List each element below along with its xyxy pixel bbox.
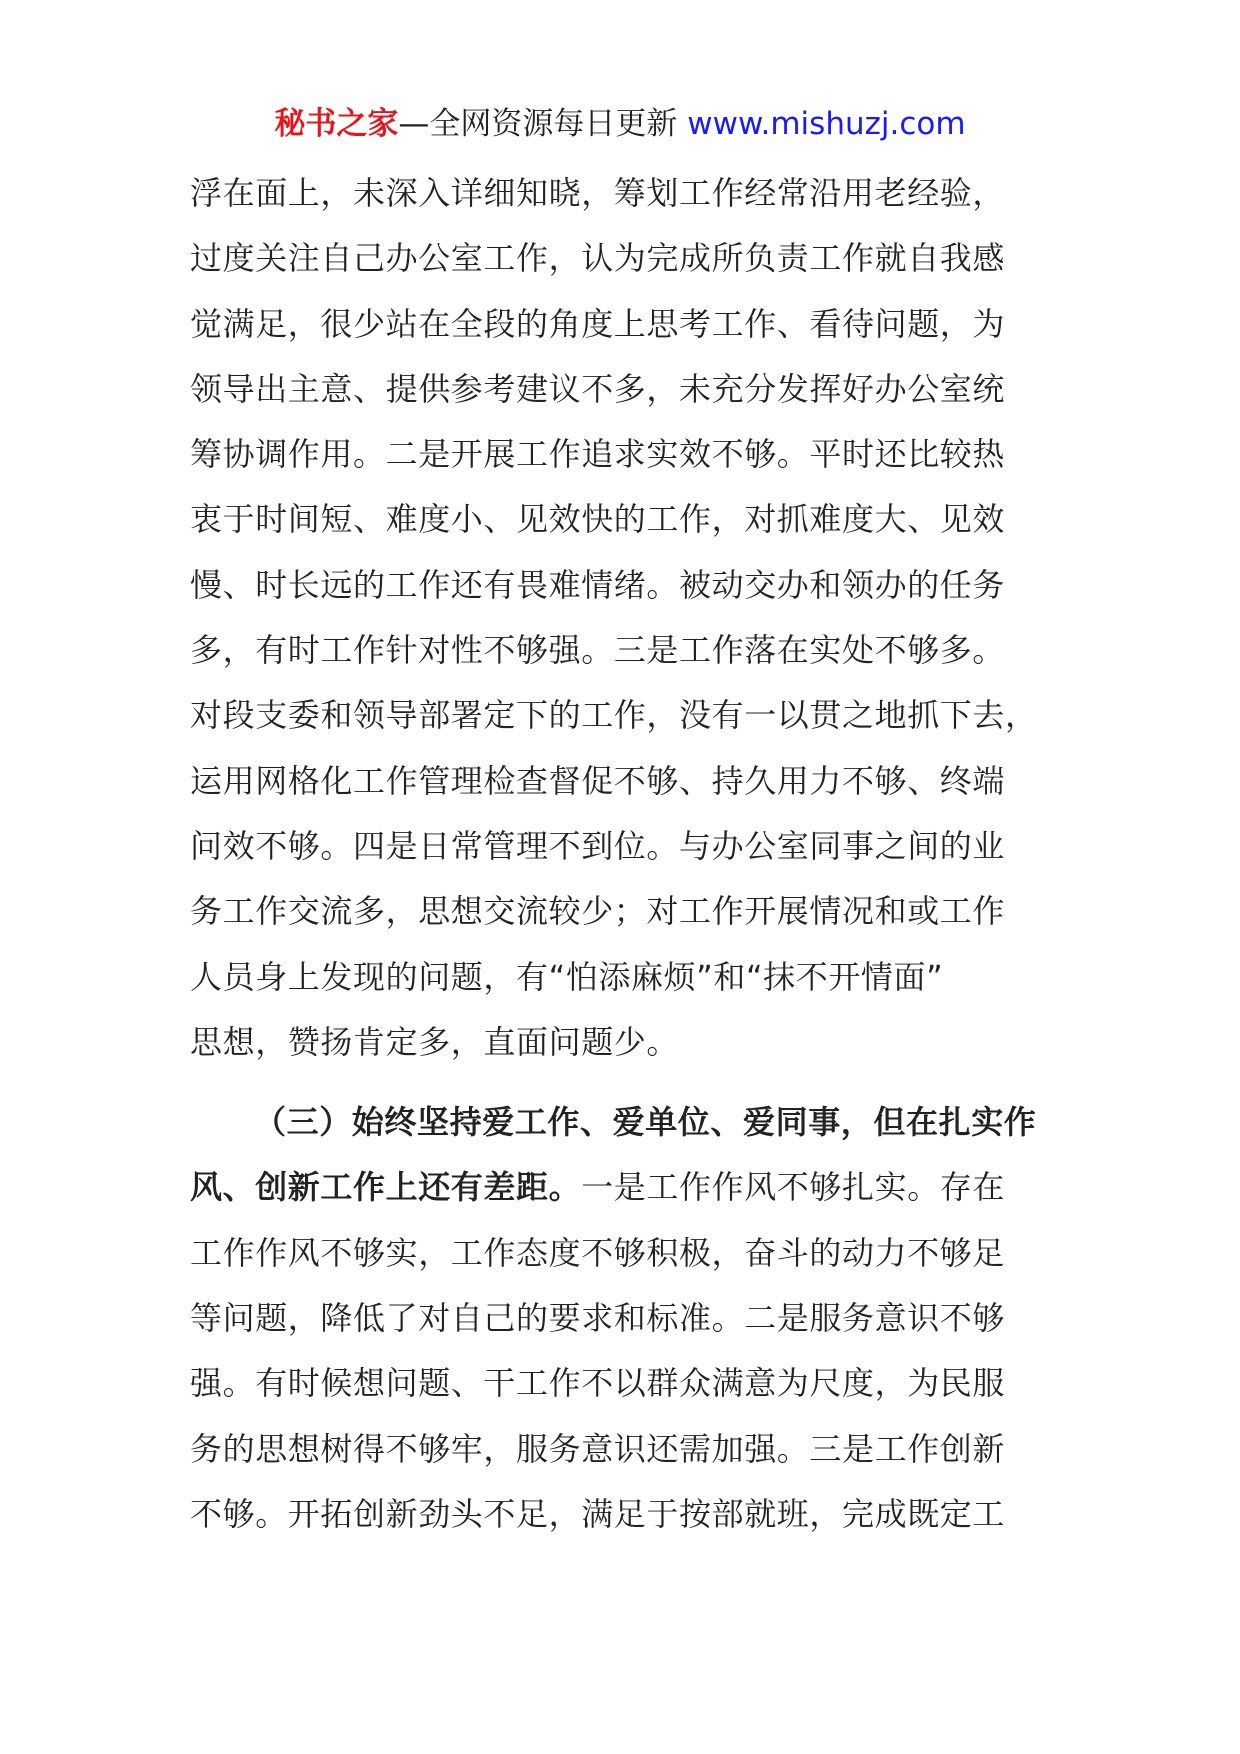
paragraph-spacer (190, 1075, 1070, 1090)
section-heading-line: （三）始终坚持爱工作、爱单位、爱同事，但在扎实作 (254, 1103, 1037, 1142)
paragraph-continued (190, 161, 1070, 1075)
text-line: 务工作交流多，思想交流较少；对工作开展情况和或工作 (190, 892, 1006, 931)
text-line: 强。有时候想问题、干工作不以群众满意为尺度，为民服 (190, 1364, 1006, 1403)
text-line: 觉满足，很少站在全段的角度上思考工作、看待问题，为 (190, 304, 1006, 343)
text-line: 不够。开拓创新劲头不足，满足于按部就班，完成既定工 (190, 1494, 1006, 1533)
document-body (190, 161, 1070, 1547)
site-url-link[interactable]: www.mishuzj.com (687, 106, 966, 142)
text-line: 领导出主意、提供参考建议不多，未充分发挥好办公室统 (190, 369, 1006, 408)
text-line: 筹协调作用。二是开展工作追求实效不够。平时还比较热 (190, 435, 1006, 474)
text-line: 浮在面上，未深入详细知晓，筹划工作经常沿用老经验， (190, 174, 1006, 212)
text-line: 思想，赞扬肯定多，直面问题少。 (190, 1022, 680, 1061)
text-line: 衷于时间短、难度小、见效快的工作，对抓难度大、见效 (190, 500, 1006, 539)
section-heading-tail: 风、创新工作上还有差距。 (190, 1168, 582, 1207)
text-line: 多，有时工作针对性不够强。三是工作落在实处不够多。 (190, 631, 1006, 670)
paragraph-section-three (190, 1090, 1070, 1547)
text-segment: 一是工作作风不够扎实。存在 (581, 1168, 1006, 1207)
text-line: 问效不够。四是日常管理不到位。与办公室同事之间的业 (190, 826, 1006, 865)
text-line: 对段支委和领导部署定下的工作，没有一以贯之地抓下去， (190, 696, 1038, 735)
text-line: 工作作风不够实，工作态度不够积极，奋斗的动力不够足 (190, 1233, 1006, 1272)
text-line: 等问题，降低了对自己的要求和标准。二是服务意识不够 (190, 1299, 1006, 1338)
text-line: 过度关注自己办公室工作，认为完成所负责工作就自我感 (190, 239, 1006, 278)
text-line: 人员身上发现的问题，有“怕添麻烦”和“抹不开情面” (190, 957, 944, 996)
text-line: 运用网格化工作管理检查督促不够、持久用力不够、终端 (190, 761, 1006, 800)
text-line: 务的思想树得不够牢，服务意识还需加强。三是工作创新 (190, 1429, 1006, 1468)
brand-name: 秘书之家 (274, 106, 399, 142)
text-line (190, 1155, 1070, 1220)
header-tagline: —全网资源每日更新 (398, 106, 678, 142)
page-header (0, 100, 1240, 148)
text-line: 慢、时长远的工作还有畏难情绪。被动交办和领办的任务 (190, 565, 1006, 604)
